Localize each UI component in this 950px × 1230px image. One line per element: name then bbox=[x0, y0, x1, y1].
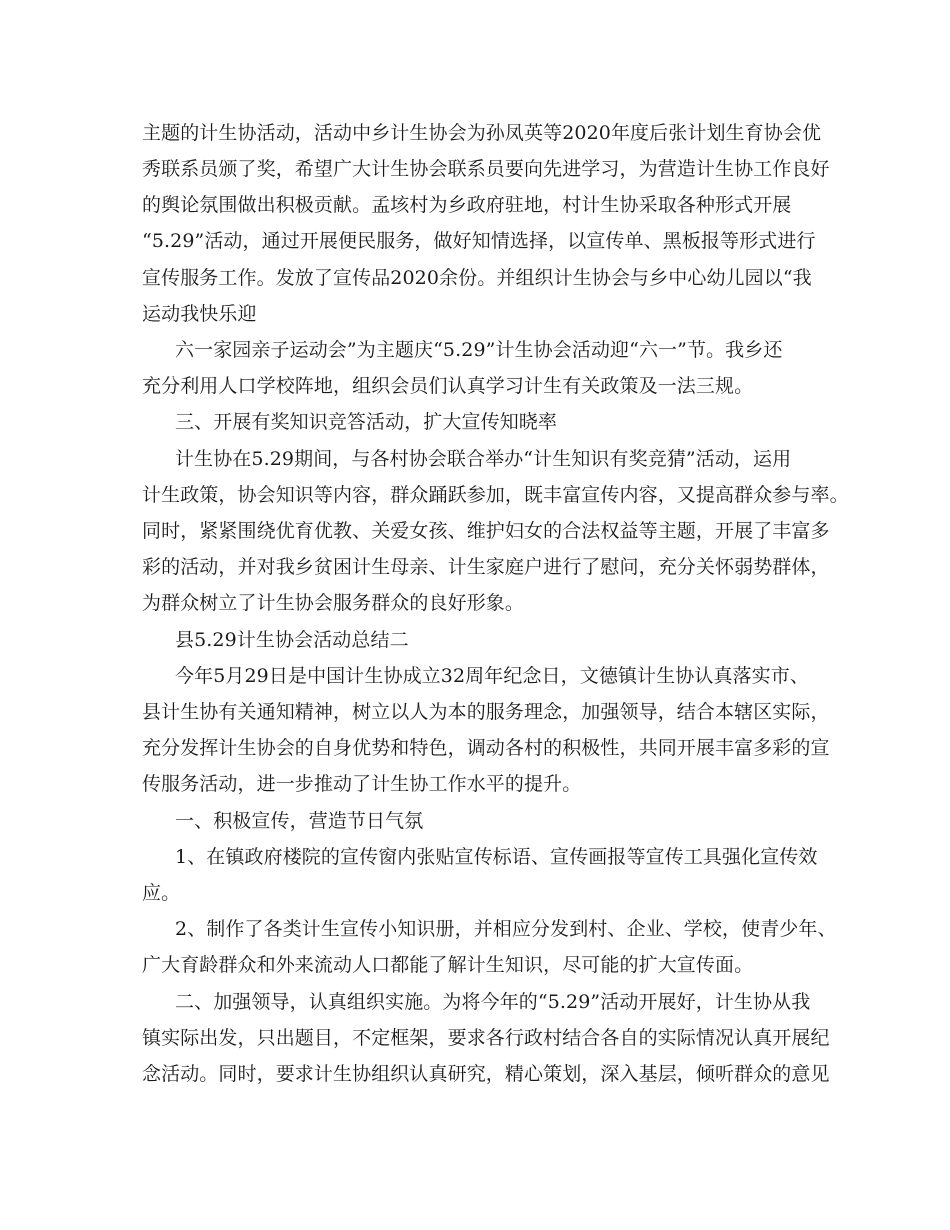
text-line: “5.29”活动，通过开展便民服务，做好知情选择，以宣传单、黑板报等形式进行 bbox=[142, 230, 816, 252]
text-line: 县计生协有关通知精神，树立以人为本的服务理念，加强领导，结合本辖区实际， bbox=[142, 701, 830, 723]
text-line: 应。 bbox=[142, 882, 181, 904]
text-line: 为群众树立了计生协会服务群众的良好形象。 bbox=[142, 592, 525, 614]
text-line: 同时，紧紧围绕优育优教、关爱女孩、维护妇女的合法权益等主题，开展了丰富多 bbox=[142, 520, 830, 542]
text-line: 充分发挥计生协会的自身优势和特色，调动各村的积极性，共同开展丰富多彩的宣 bbox=[142, 737, 830, 759]
text-line: 主题的计生协活动，活动中乡计生协会为孙凤英等2020年度后张计划生育协会优 bbox=[142, 122, 822, 144]
text-line: 计生协在5.29期间，与各村协会联合举办“计生知识有奖竞猜”活动，运用 bbox=[175, 448, 792, 470]
text-line: 二、加强领导，认真组织实施。为将今年的“5.29”活动开展好，计生协从我 bbox=[175, 991, 811, 1013]
text-line: 传服务活动，进一步推动了计生协工作水平的提升。 bbox=[142, 773, 582, 795]
text-line: 念活动。同时，要求计生协组织认真研究，精心策划，深入基层，倾听群众的意见 bbox=[142, 1063, 830, 1085]
text-line: 秀联系员颁了奖，希望广大计生协会联系员要向先进学习，为营造计生协工作良好 bbox=[142, 158, 830, 180]
text-line: 充分利用人口学校阵地，组织会员们认真学习计生有关政策及一法三规。 bbox=[142, 375, 754, 397]
section-heading: 县5.29计生协会活动总结二 bbox=[175, 629, 409, 651]
section-heading: 三、开展有奖知识竞答活动，扩大宣传知晓率 bbox=[175, 411, 558, 433]
text-line: 广大育龄群众和外来流动人口都能了解计生知识，尽可能的扩大宣传面。 bbox=[142, 954, 754, 976]
text-line: 今年5月29日是中国计生协成立32周年纪念日，文德镇计生协认真落实市、 bbox=[175, 665, 809, 687]
text-line: 2、制作了各类计生宣传小知识册，并相应分发到村、企业、学校，使青少年、 bbox=[175, 918, 837, 940]
section-heading: 一、积极宣传，营造节日气氛 bbox=[175, 810, 424, 832]
text-line: 宣传服务工作。发放了宣传品2020余份。并组织计生协会与乡中心幼儿园以“我 bbox=[142, 267, 812, 289]
text-line: 计生政策，协会知识等内容，群众踊跃参加，既丰富宣传内容，又提高群众参与率。 bbox=[142, 484, 849, 506]
text-line: 彩的活动，并对我乡贫困计生母亲、计生家庭户进行了慰问，充分关怀弱势群体， bbox=[142, 556, 830, 578]
text-line: 六一家园亲子运动会”为主题庆“5.29”计生协会活动迎“六一”节。我乡还 bbox=[175, 339, 783, 361]
text-line: 镇实际出发，只出题目，不定框架，要求各行政村结合各自的实际情况认真开展纪 bbox=[142, 1027, 830, 1049]
text-line: 运动我快乐迎 bbox=[142, 303, 257, 325]
text-line: 的舆论氛围做出积极贡献。孟垓村为乡政府驻地，村计生协采取各种形式开展 bbox=[142, 194, 792, 216]
text-line: 1、在镇政府楼院的宣传窗内张贴宣传标语、宣传画报等宣传工具强化宣传效 bbox=[175, 846, 818, 868]
